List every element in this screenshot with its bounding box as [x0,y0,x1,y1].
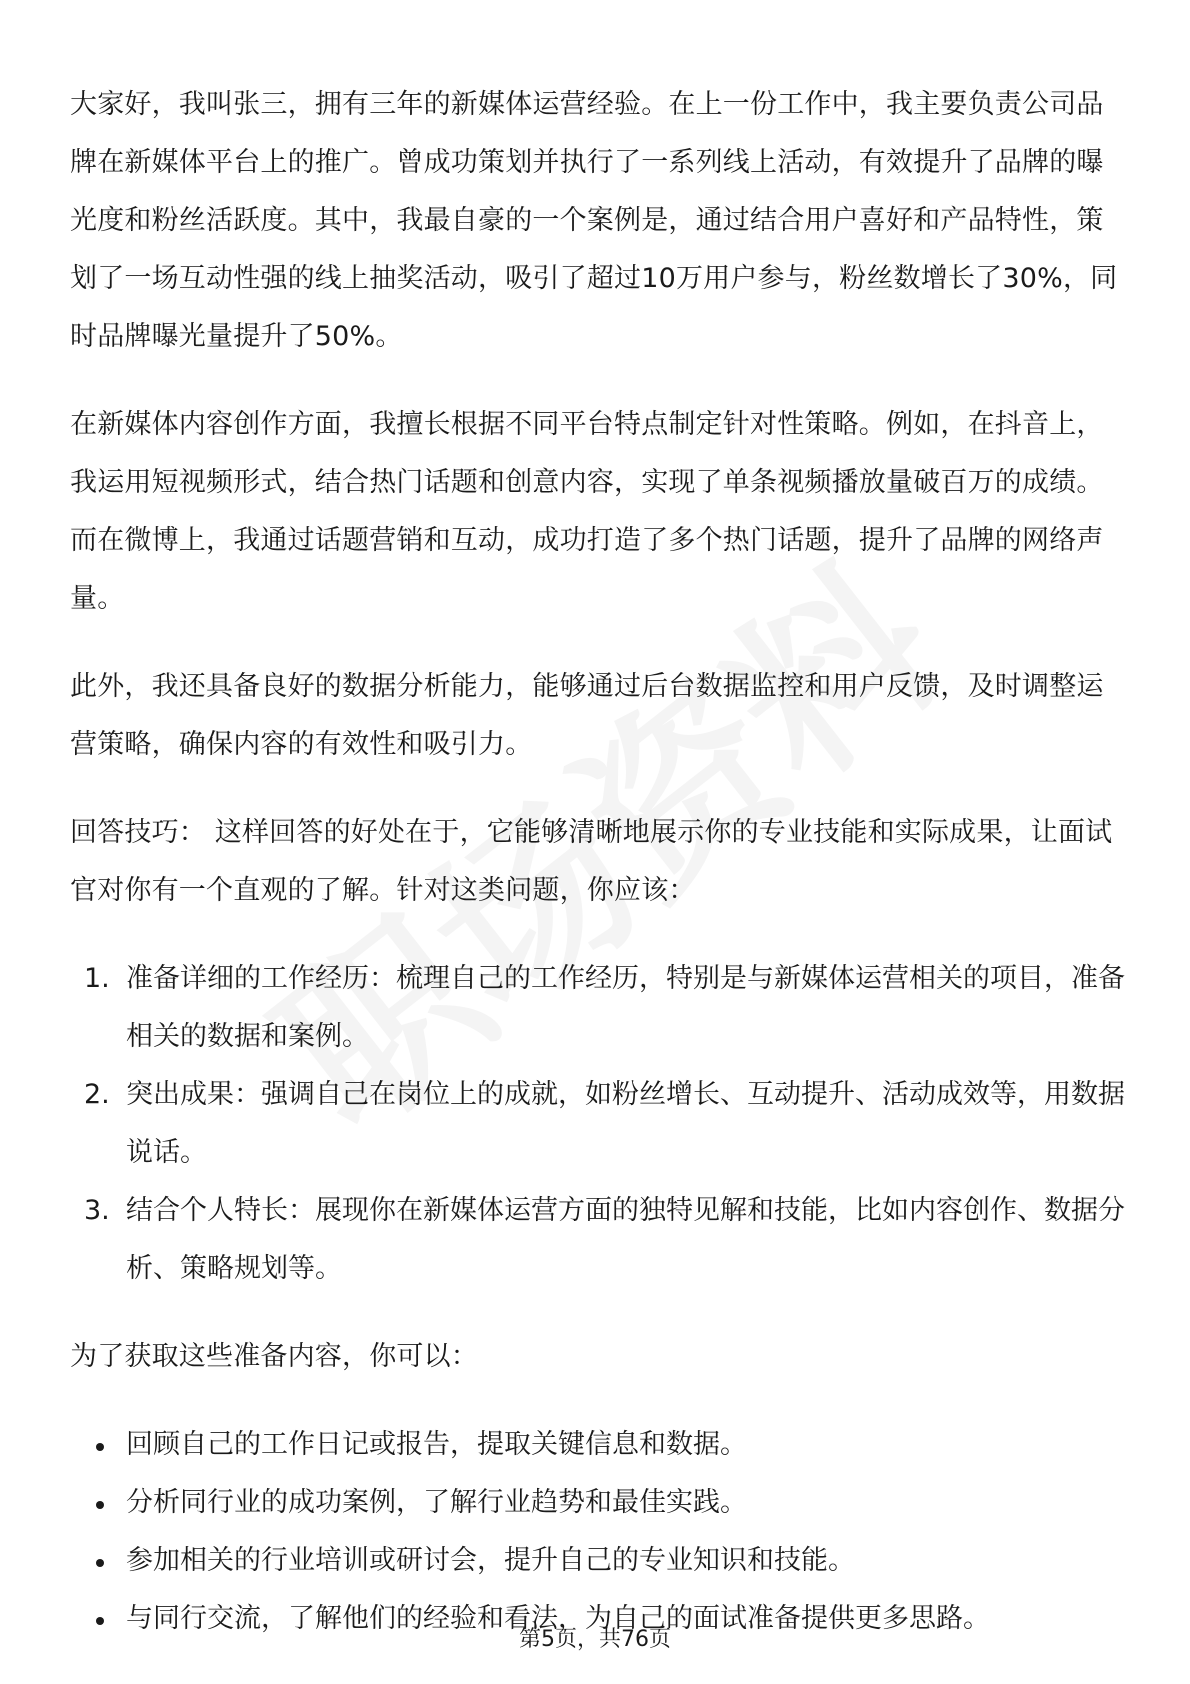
list-item [70,1416,1130,1474]
list-number: 1. [84,963,110,994]
list-item-text: 回顾自己的工作日记或报告，提取关键信息和数据。 [126,1429,747,1460]
paragraph-intro: 大家好，我叫张三，拥有三年的新媒体运营经验。在上一份工作中，我主要负责公司品牌在新媒体平台上的推广。曾成功策划并执行了一系列线上活动，有效提升了品牌的曝光度和粉丝活跃度。其中，我最自豪的一个案例是，通过结合用户喜好和产品特性，策划了一场互动性强的线上抽奖活动，吸引了超过10万用户参与，粉丝数增长了30%，同时品牌曝光量提升了50%。 [70,89,1118,352]
list-number: 3. [84,1195,110,1226]
bullet-icon [96,1501,104,1509]
numbered-list [70,950,1130,1298]
list-item-text: 突出成果：强调自己在岗位上的成就，如粉丝增长、互动提升、活动成效等，用数据说话。 [126,1079,1125,1168]
list-item [70,1532,1130,1590]
bullet-list [70,1416,1130,1648]
bullet-icon [96,1443,104,1451]
list-item-text: 准备详细的工作经历：梳理自己的工作经历，特别是与新媒体运营相关的项目，准备相关的数据和案例。 [126,963,1125,1052]
list-item [70,950,1130,1066]
list-item [70,1474,1130,1532]
list-item-text: 与同行交流，了解他们的经验和看法，为自己的面试准备提供更多思路。 [126,1603,990,1634]
bullet-icon [96,1559,104,1567]
list-item-text: 结合个人特长：展现你在新媒体运营方面的独特见解和技能，比如内容创作、数据分析、策略规划等。 [126,1195,1125,1284]
paragraph-preparation: 为了获取这些准备内容，你可以： [70,1341,478,1372]
list-item-text: 分析同行业的成功案例，了解行业趋势和最佳实践。 [126,1487,747,1518]
page-number-footer: 第5页，共76页 [519,1627,671,1652]
page-content [70,76,1130,1648]
list-item-text: 参加相关的行业培训或研讨会，提升自己的专业知识和技能。 [126,1545,855,1576]
paragraph-answer-tips: 回答技巧： 这样回答的好处在于，它能够清晰地展示你的专业技能和实际成果，让面试官对你有一个直观的了解。针对这类问题，你应该： [70,817,1113,906]
paragraph-data-analysis: 此外，我还具备良好的数据分析能力，能够通过后台数据监控和用户反馈，及时调整运营策略，确保内容的有效性和吸引力。 [70,671,1104,760]
paragraph-content-creation: 在新媒体内容创作方面，我擅长根据不同平台特点制定针对性策略。例如，在抖音上，我运用短视频形式，结合热门话题和创意内容，实现了单条视频播放量破百万的成绩。而在微博上，我通过话题营销和互动，成功打造了多个热门话题，提升了品牌的网络声量。 [70,409,1104,614]
list-item [70,1182,1130,1298]
list-item [70,1066,1130,1182]
list-number: 2. [84,1079,110,1110]
